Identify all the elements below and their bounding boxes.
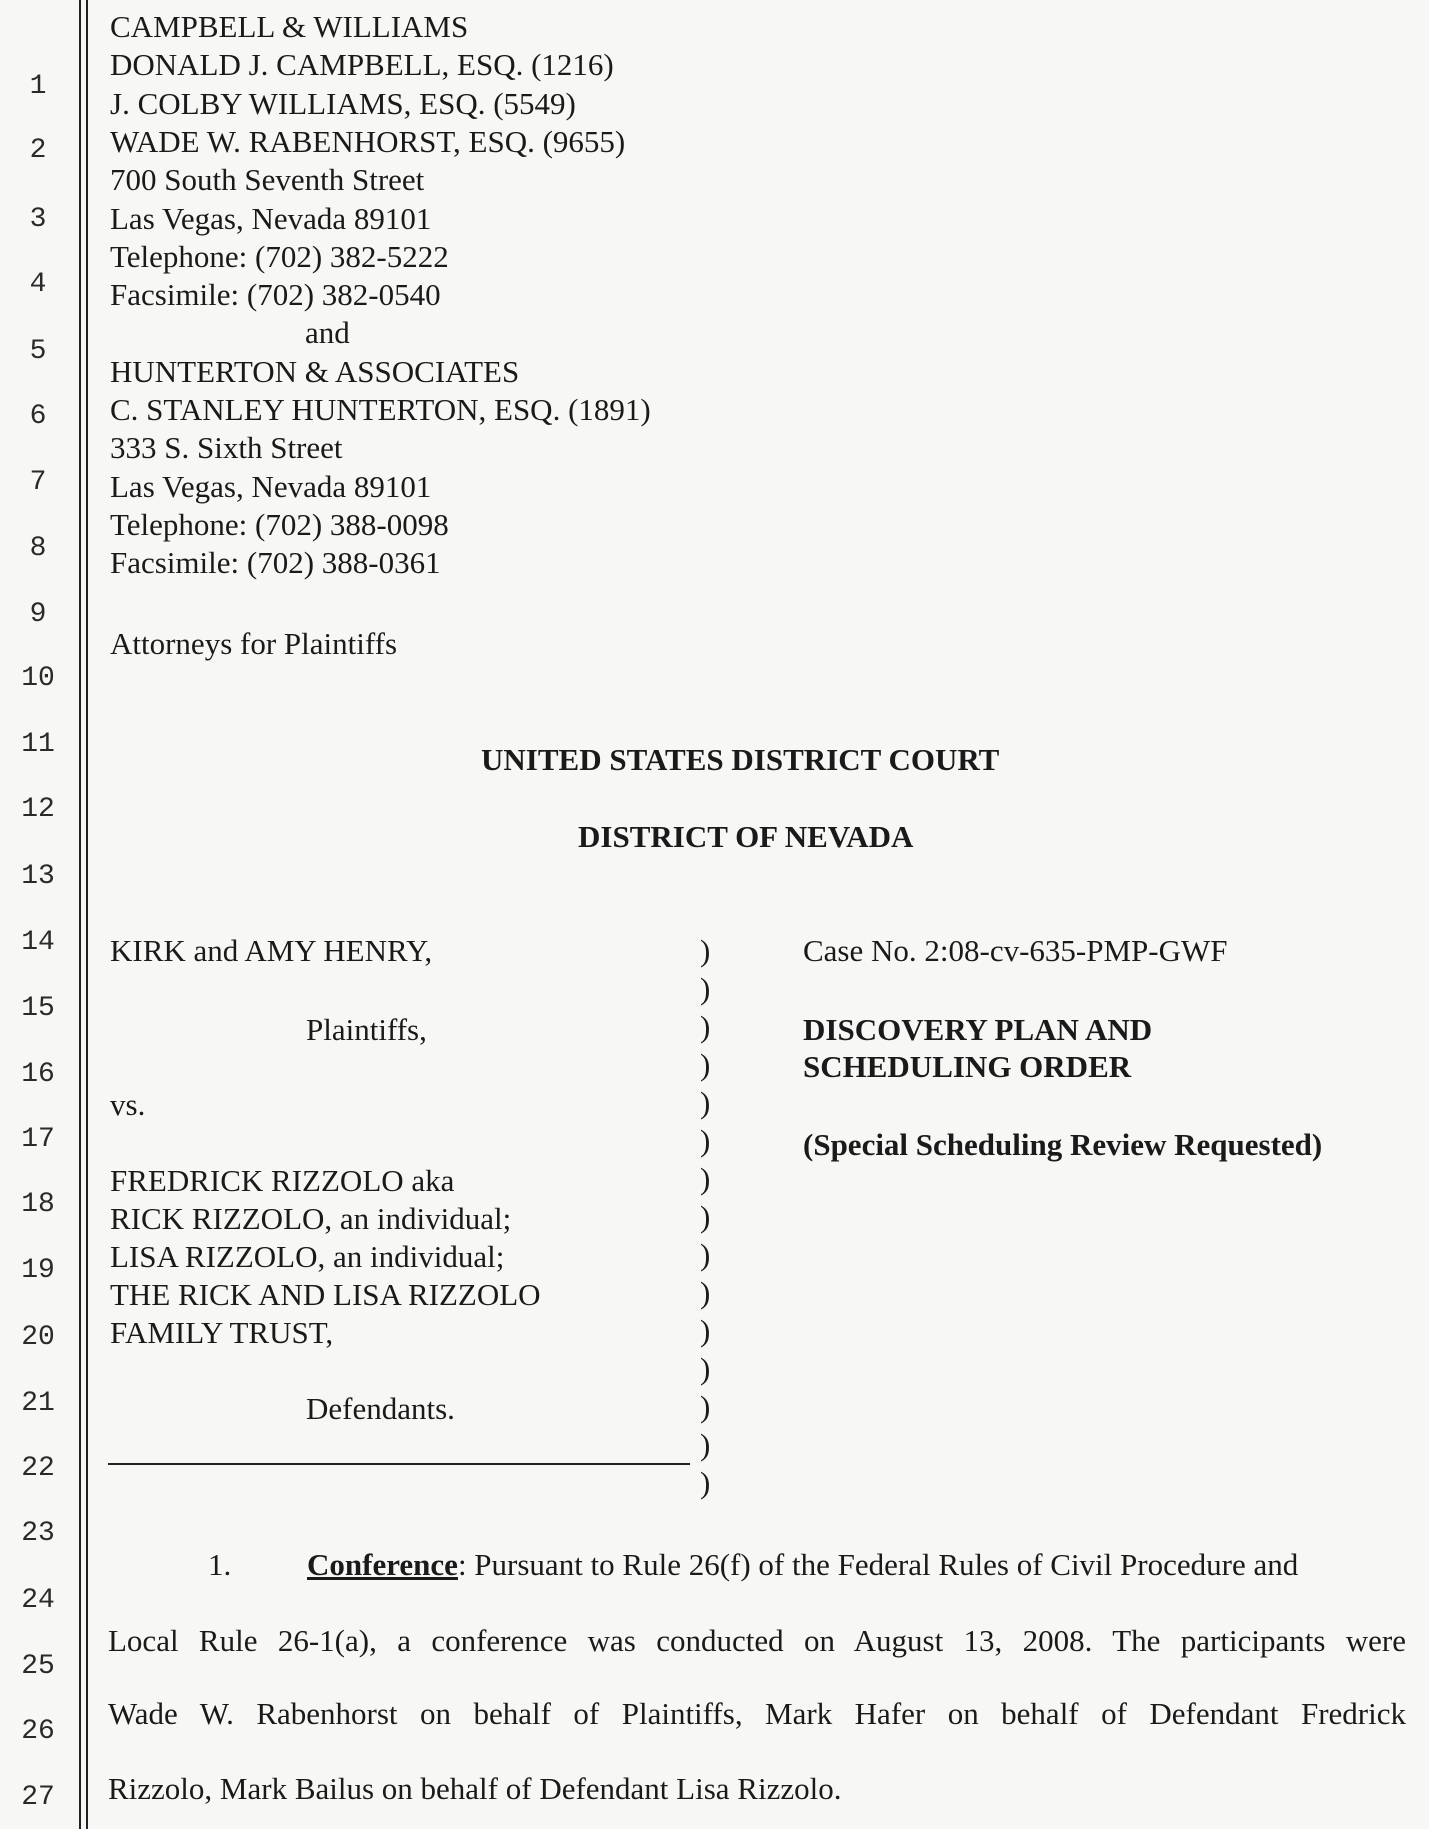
line-number: 14 [21, 927, 55, 958]
line-number: 5 [29, 336, 47, 367]
line-number: 10 [21, 663, 55, 694]
caption-underline [108, 1463, 690, 1465]
line-number: 8 [29, 533, 47, 564]
caption-paren: ) [700, 1465, 711, 1500]
counsel-line: and [305, 315, 350, 351]
line-number: 6 [29, 401, 47, 432]
line-number: 11 [21, 729, 55, 760]
section-line3: Wade W. Rabenhorst on behalf of Plaintiffs, Mark Hafer on behalf of Defendant Fredrick [108, 1696, 1406, 1731]
section-line4: Rizzolo, Mark Bailus on behalf of Defendant Lisa Rizzolo. [108, 1771, 842, 1806]
line-number: 7 [29, 467, 47, 498]
line-number: 20 [21, 1322, 55, 1353]
counsel-line: Facsimile: (702) 382-0540 [110, 277, 441, 313]
line-number: 17 [21, 1124, 55, 1155]
document-subtitle: (Special Scheduling Review Requested) [803, 1127, 1323, 1162]
caption-paren: ) [700, 1199, 711, 1234]
line-number: 23 [21, 1518, 55, 1549]
defendant-line: RICK RIZZOLO, an individual; [110, 1201, 512, 1236]
line-number: 1 [29, 71, 47, 102]
plaintiffs-names: KIRK and AMY HENRY, [110, 933, 433, 968]
line-number: 21 [21, 1388, 55, 1419]
caption-paren: ) [700, 1123, 711, 1158]
section-first-line [307, 1548, 1406, 1582]
left-margin-rule [79, 0, 81, 1829]
line-number: 24 [21, 1585, 55, 1616]
section-number: 1. [208, 1547, 232, 1582]
defendant-line: FREDRICK RIZZOLO aka [110, 1163, 455, 1198]
versus: vs. [110, 1087, 146, 1122]
left-margin-rule-inner [86, 0, 88, 1829]
counsel-line: CAMPBELL & WILLIAMS [110, 9, 469, 44]
counsel-line: 700 South Seventh Street [110, 162, 425, 198]
line-number: 3 [29, 204, 47, 235]
counsel-line: Telephone: (702) 382-5222 [110, 238, 449, 274]
counsel-line: Telephone: (702) 388-0098 [110, 506, 449, 542]
caption-paren: ) [700, 1313, 711, 1348]
attorneys-for: Attorneys for Plaintiffs [110, 626, 398, 661]
defendant-line: LISA RIZZOLO, an individual; [110, 1239, 505, 1274]
defendant-line: FAMILY TRUST, [110, 1315, 334, 1350]
counsel-line: DONALD J. CAMPBELL, ESQ. (1216) [110, 47, 614, 83]
caption-paren: ) [700, 1351, 711, 1386]
defendants-label: Defendants. [306, 1391, 455, 1426]
defendant-line: THE RICK AND LISA RIZZOLO [110, 1277, 541, 1312]
counsel-line: HUNTERTON & ASSOCIATES [110, 353, 520, 389]
document-title-line1: DISCOVERY PLAN AND [803, 1012, 1153, 1047]
line-number: 15 [21, 993, 55, 1024]
counsel-line: 333 S. Sixth Street [110, 430, 343, 466]
line-number: 13 [21, 861, 55, 892]
line-number: 9 [29, 599, 47, 630]
case-number: Case No. 2:08-cv-635-PMP-GWF [803, 933, 1228, 968]
caption-paren: ) [700, 1427, 711, 1462]
line-number: 16 [21, 1059, 55, 1090]
caption-paren: ) [700, 1275, 711, 1310]
caption-paren: ) [700, 933, 711, 968]
line-number: 22 [21, 1453, 55, 1484]
counsel-line: Las Vegas, Nevada 89101 [110, 200, 432, 236]
caption-paren: ) [700, 1237, 711, 1272]
caption-paren: ) [700, 1047, 711, 1082]
court-name: UNITED STATES DISTRICT COURT [481, 742, 1000, 777]
line-number: 12 [21, 794, 55, 825]
line-number: 27 [21, 1782, 55, 1813]
plaintiffs-label: Plaintiffs, [306, 1012, 427, 1047]
counsel-line: Facsimile: (702) 388-0361 [110, 545, 441, 581]
section-heading: Conference [307, 1547, 458, 1582]
counsel-line: J. COLBY WILLIAMS, ESQ. (5549) [110, 85, 576, 121]
caption-paren: ) [700, 1009, 711, 1044]
line-number: 26 [21, 1716, 55, 1747]
line-number: 4 [29, 269, 47, 300]
caption-paren: ) [700, 1161, 711, 1196]
counsel-line: WADE W. RABENHORST, ESQ. (9655) [110, 123, 626, 159]
caption-paren: ) [700, 971, 711, 1006]
line-number: 18 [21, 1189, 55, 1220]
court-district: DISTRICT OF NEVADA [578, 819, 914, 854]
line-number: 25 [21, 1651, 55, 1682]
section-line2: Local Rule 26-1(a), a conference was conducted on August 13, 2008. The participants were [108, 1623, 1406, 1658]
counsel-line: C. STANLEY HUNTERTON, ESQ. (1891) [110, 392, 651, 427]
line-number: 2 [29, 135, 47, 166]
document-title-line2: SCHEDULING ORDER [803, 1049, 1132, 1084]
line-number: 19 [21, 1255, 55, 1286]
section-line1: : Pursuant to Rule 26(f) of the Federal Rules of Civil Procedure and [457, 1547, 1299, 1582]
counsel-line: Las Vegas, Nevada 89101 [110, 468, 432, 504]
caption-paren: ) [700, 1085, 711, 1120]
caption-paren: ) [700, 1389, 711, 1424]
